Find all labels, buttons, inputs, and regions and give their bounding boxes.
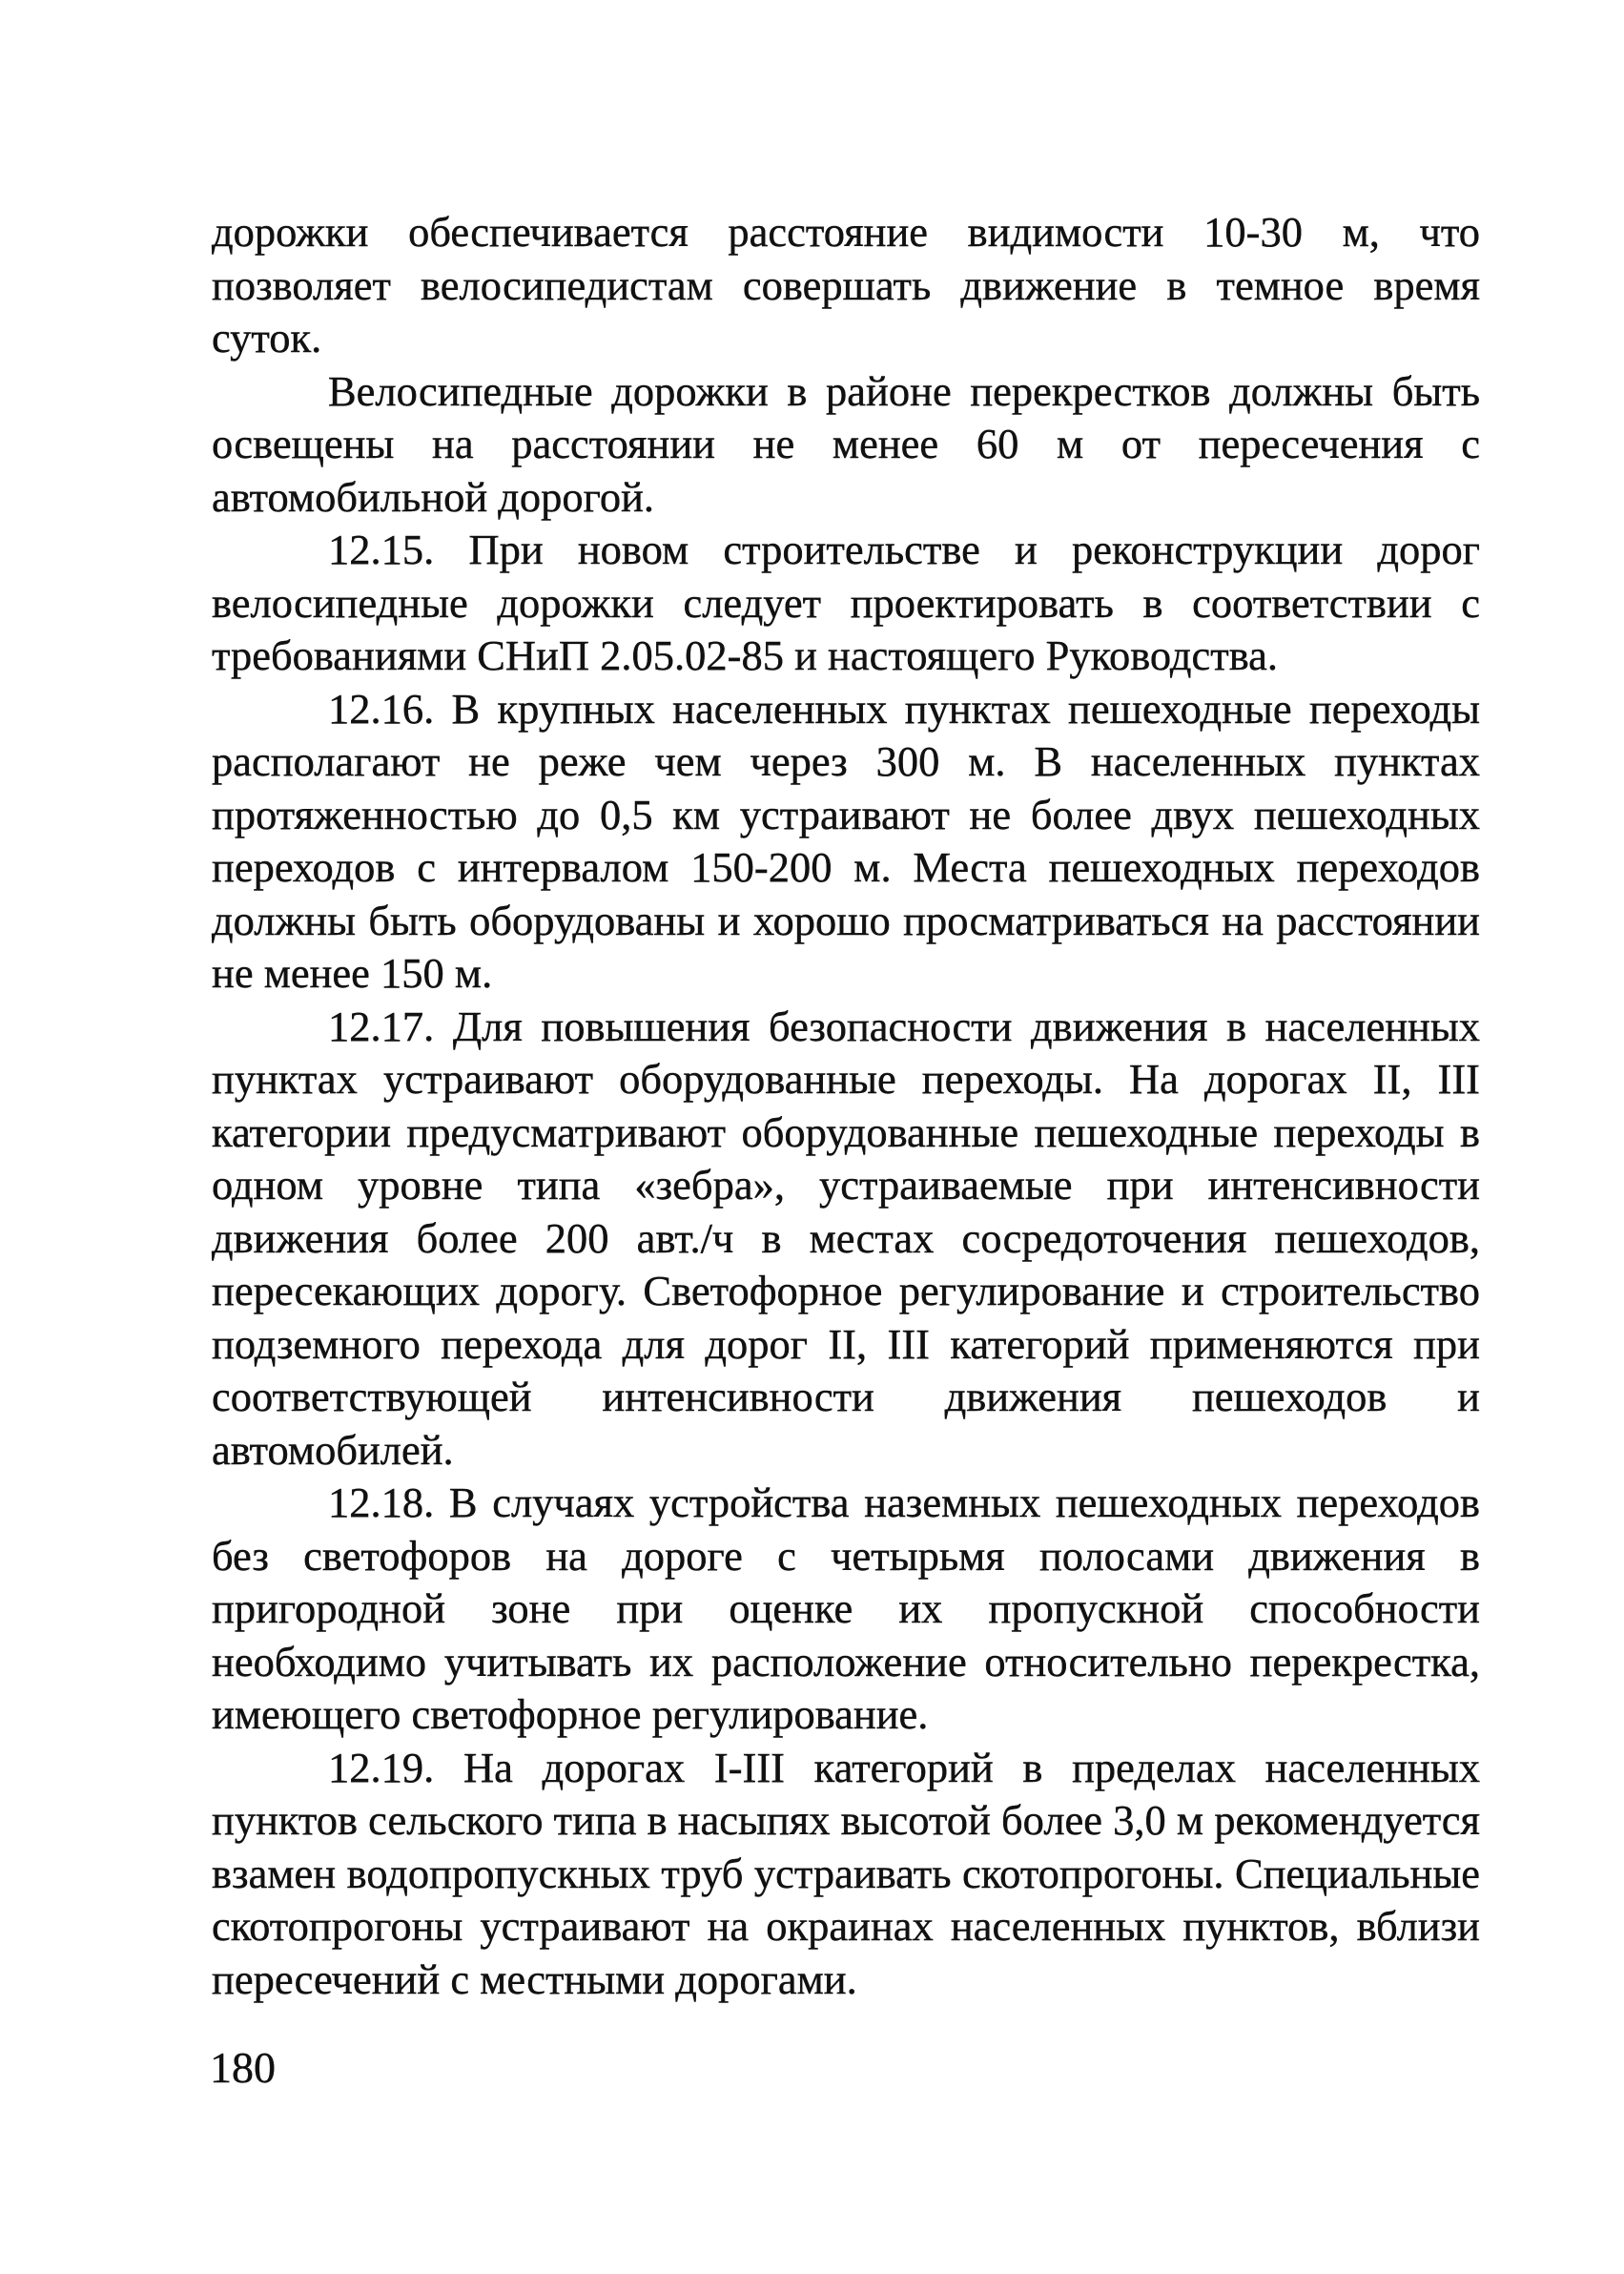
paragraph-12-15: 12.15. При новом строительстве и реконструкции дорог велосипедные дорожки следует проектировать в соответствии с требованиями СНиП 2.05.02-85 и настоящего Руководства. [212, 526, 1480, 679]
paragraph-continuation: дорожки обеспечивается расстояние видимости 10-30 м, что позволяет велосипедистам совершать движение в темное время суток. [212, 208, 1480, 362]
page-number: 180 [210, 2043, 276, 2092]
paragraph-12-19: 12.19. На дорогах I-III категорий в пределах населенных пунктов сельского типа в насыпях высотой более 3,0 м рекомендуется взамен водопропускных труб устраивать скотопрогоны. Специальные скотопрогоны устраивают на окраинах населенных пунктов, вблизи пересечений с местными дорогами. [212, 1743, 1480, 2003]
paragraph-12-16: 12.16. В крупных населенных пунктах пешеходные переходы располагают не реже чем через 300 м. В населенных пунктах протяженностью до 0,5 км устраивают не более двух пешеходных переходов с интервалом 150-200 м. Места пешеходных переходов должны быть оборудованы и хорошо просматриваться на расстоянии не менее 150 м. [212, 684, 1480, 997]
paragraph-12-17: 12.17. Для повышения безопасности движения в населенных пунктах устраивают оборудованные переходы. На дорогах II, III категории предусматривают оборудованные пешеходные переходы в одном уровне типа «зебра», устраиваемые при интенсивности движения более 200 авт./ч в местах сосредоточения пешеходов, пересекающих дорогу. Светофорное регулирование и строительство подземного перехода для дорог II, III категорий применяются при соответствующей интенсивности движения пешеходов и автомобилей. [212, 1002, 1480, 1474]
paragraph-bike-lighting: Велосипедные дорожки в районе перекрестков должны быть освещены на расстоянии не менее 60 м от пересечения с автомобильной дорогой. [212, 366, 1480, 521]
paragraph-12-18: 12.18. В случаях устройства наземных пешеходных переходов без светофоров на дороге с четырьмя полосами движения в пригородной зоне при оценке их пропускной способности необходимо учитывать их расположение относительно перекрестка, имеющего светофорное регулирование. [212, 1478, 1480, 1738]
body-text [212, 206, 1480, 2006]
